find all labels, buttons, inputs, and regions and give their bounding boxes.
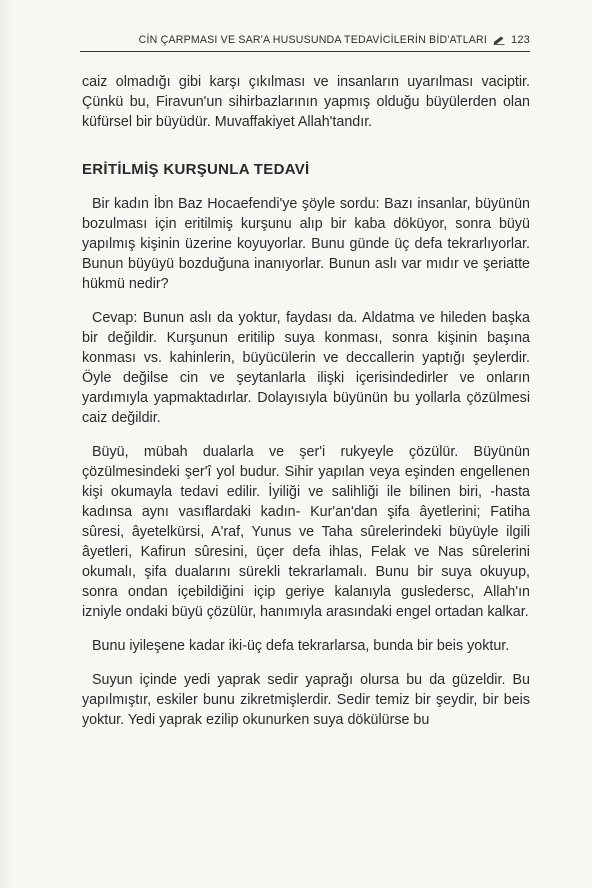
paragraph-answer: Cevap: Bunun aslı da yoktur, faydası da. Aldatma ve hileden başka bir değildir. Kurşunun eritilip suya konması, sonra kişinin başına konması vs. kahinlerin, büyücülerin ve deccallerin yaptığı şeylerdir. Öyle değilse cin ve şeytanlarla ilişki içerisindedirler ve onların yardımıyla yapmaktadırlar. Dolayısıyla büyünün bu yollarla çözülmesi caiz değildir. [82,310,530,426]
paragraph-ruqyah: Büyü, mübah dualarla ve şer'i rukyeyle çözülür. Büyünün çözülmesindeki şer'î yol budur. Sihir yapılan veya eşinden engellenen kişi okumayla tedavi edilir. İyiliği ve salihliği ile bilinen biri, -hasta kadınsa aynı vasıflardaki kadın- Kur'an'dan şifa âyetlerini; Fatiha sûresi, âyetelkürsi, A'raf, Yunus ve Taha sûrelerindeki büyüyle ilgili âyetleri, Kafirun sûresini, üçer defa ihlas, Felak ve Nas sûrelerini okumalı, şifa dualarını sürekli tekrarlamalı. Bunu bir suya okuyup, sonra ondan içebildiğini içip geriye kalanıyla gusledersc, Allah'ın izniyle ondaki büyü çözülür, hanımıyla arasındaki engel ortadan kalkar. [82,444,530,620]
running-title: CİN ÇARPMASI VE SAR'A HUSUSUNDA TEDAVİCİLERİN BİD'ATLARI [138,34,488,46]
section-heading: ERİTİLMİŞ KURŞUNLA TEDAVİ [82,161,310,178]
page-number: 123 [511,34,530,46]
header-divider [80,51,530,52]
page-body [82,72,530,744]
paragraph-continuation: caiz olmadığı gibi karşı çıkılması ve insanların uyarılması vaciptir. Çünkü bu, Firavun'un sihirbazlarının yapmış olduğu büyülerden olan küfürsel bir büyüdür. Muvaffakiyet Allah'tandır. [82,74,530,130]
pencil-icon [493,35,505,45]
paragraph-repetition: Bunu iyileşene kadar iki-üç defa tekrarlarsa, bunda bir beis yoktur. [92,638,510,654]
paragraph-sidr: Suyun içinde yedi yaprak sedir yaprağı olursa bu da güzeldir. Bu yapılmıştır, eskiler bunu zikretmişlerdir. Sedir temiz bir şeydir, bir beis yoktur. Yedi yaprak ezilip okunurken suya dökülürse bu [82,672,530,728]
running-header [80,30,530,50]
paragraph-question: Bir kadın İbn Baz Hocaefendi'ye şöyle sordu: Bazı insanlar, büyünün bozulması için eritilmiş kurşunu alıp bir kaba döküyor, sonra büyü yapılmış kişinin üzerine koyuyorlar. Bunu günde üç defa tekrarlıyorlar. Bunun büyüyü bozduğuna inanıyorlar. Bunun aslı var mıdır ve şeriatte hükmü nedir? [82,196,530,292]
